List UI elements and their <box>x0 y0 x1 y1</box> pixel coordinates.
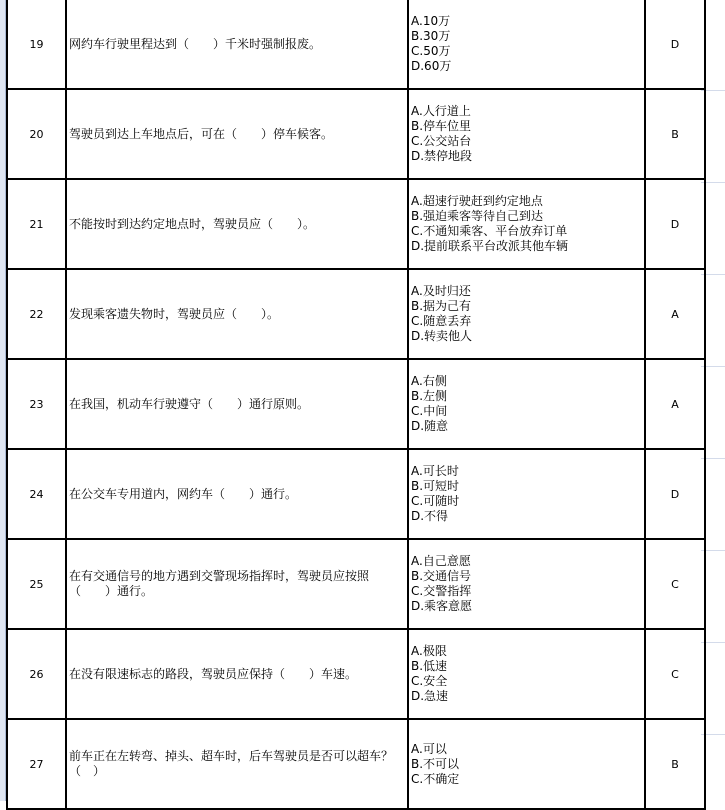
option-text: B.交通信号 <box>411 569 472 583</box>
options-cell[interactable] <box>408 89 645 179</box>
option-text: B.停车位里 <box>411 119 472 133</box>
answer-cell[interactable]: B <box>645 719 705 809</box>
question-cell[interactable]: 在公交车专用道内，网约车（ ）通行。 <box>66 449 408 539</box>
answer-cell[interactable]: C <box>645 539 705 629</box>
answer-cell[interactable]: B <box>645 89 705 179</box>
option-text: B.据为己有 <box>411 299 472 313</box>
question-cell[interactable]: 前车正在左转弯、掉头、超车时，后车驾驶员是否可以超车？（ ） <box>66 719 408 809</box>
option-text: B.低速 <box>411 659 448 673</box>
option-text: A.极限 <box>411 644 447 658</box>
options-cell[interactable] <box>408 719 645 809</box>
question-cell[interactable]: 不能按时到达约定地点时，驾驶员应（ ）。 <box>66 179 408 269</box>
table-row <box>7 719 705 809</box>
answer-cell[interactable]: D <box>645 179 705 269</box>
option-text: C.中间 <box>411 404 448 418</box>
question-cell[interactable]: 在我国，机动车行驶遵守（ ）通行原则。 <box>66 359 408 449</box>
option-text: B.可短时 <box>411 479 460 493</box>
table-row <box>7 269 705 359</box>
option-text: A.右侧 <box>411 374 447 388</box>
question-number-cell[interactable]: 21 <box>7 179 66 269</box>
options-cell[interactable] <box>408 269 645 359</box>
table-row <box>7 0 705 89</box>
table-row <box>7 89 705 179</box>
question-number-cell[interactable]: 19 <box>7 0 66 89</box>
options-cell[interactable] <box>408 539 645 629</box>
option-text: C.可随时 <box>411 494 460 508</box>
options-cell[interactable] <box>408 359 645 449</box>
question-number-cell[interactable]: 24 <box>7 449 66 539</box>
question-number-cell[interactable]: 25 <box>7 539 66 629</box>
question-cell[interactable]: 在没有限速标志的路段，驾驶员应保持（ ）车速。 <box>66 629 408 719</box>
options-cell[interactable] <box>408 0 645 89</box>
option-text: A.超速行驶赶到约定地点 <box>411 194 543 208</box>
option-text: C.不确定 <box>411 771 460 786</box>
options-cell[interactable] <box>408 449 645 539</box>
option-text: D.禁停地段 <box>411 149 473 163</box>
option-text: C.50万 <box>411 44 451 58</box>
option-text: C.安全 <box>411 674 448 688</box>
options-cell[interactable] <box>408 179 645 269</box>
answer-cell[interactable]: A <box>645 359 705 449</box>
question-table <box>6 0 706 810</box>
option-text: A.自己意愿 <box>411 554 471 568</box>
table-row <box>7 629 705 719</box>
option-text: C.交警指挥 <box>411 584 472 598</box>
table-row <box>7 179 705 269</box>
option-text: D.60万 <box>411 59 452 73</box>
question-number-cell[interactable]: 27 <box>7 719 66 809</box>
question-cell[interactable]: 驾驶员到达上车地点后，可在（ ）停车候客。 <box>66 89 408 179</box>
option-text: C.不通知乘客、平台放弃订单 <box>411 224 568 238</box>
option-text: B.不可以 <box>411 756 460 771</box>
option-text: D.转卖他人 <box>411 329 473 343</box>
question-number-cell[interactable]: 20 <box>7 89 66 179</box>
option-text: D.随意 <box>411 419 449 433</box>
question-number-cell[interactable]: 22 <box>7 269 66 359</box>
option-text: B.左侧 <box>411 389 448 403</box>
table-row <box>7 359 705 449</box>
option-text: D.提前联系平台改派其他车辆 <box>411 239 569 253</box>
question-number-cell[interactable]: 26 <box>7 629 66 719</box>
option-text: D.不得 <box>411 509 449 523</box>
answer-cell[interactable]: A <box>645 269 705 359</box>
question-cell[interactable]: 发现乘客遗失物时，驾驶员应（ ）。 <box>66 269 408 359</box>
option-text: A.及时归还 <box>411 284 471 298</box>
answer-cell[interactable]: D <box>645 0 705 89</box>
table-row <box>7 539 705 629</box>
table-row <box>7 449 705 539</box>
answer-cell[interactable]: D <box>645 449 705 539</box>
options-cell[interactable] <box>408 629 645 719</box>
option-text: D.乘客意愿 <box>411 599 473 613</box>
option-text: C.随意丢弃 <box>411 314 472 328</box>
option-text: B.强迫乘客等待自己到达 <box>411 209 544 223</box>
option-text: A.可长时 <box>411 464 459 478</box>
option-text: A.10万 <box>411 14 451 28</box>
option-text: A.人行道上 <box>411 104 471 118</box>
option-text: D.急速 <box>411 689 449 703</box>
answer-cell[interactable]: C <box>645 629 705 719</box>
option-text: C.公交站台 <box>411 134 472 148</box>
question-cell[interactable]: 网约车行驶里程达到（ ）千米时强制报废。 <box>66 0 408 89</box>
option-text: A.可以 <box>411 741 447 756</box>
option-text: B.30万 <box>411 29 451 43</box>
question-cell[interactable]: 在有交通信号的地方遇到交警现场指挥时，驾驶员应按照（ ）通行。 <box>66 539 408 629</box>
question-number-cell[interactable]: 23 <box>7 359 66 449</box>
